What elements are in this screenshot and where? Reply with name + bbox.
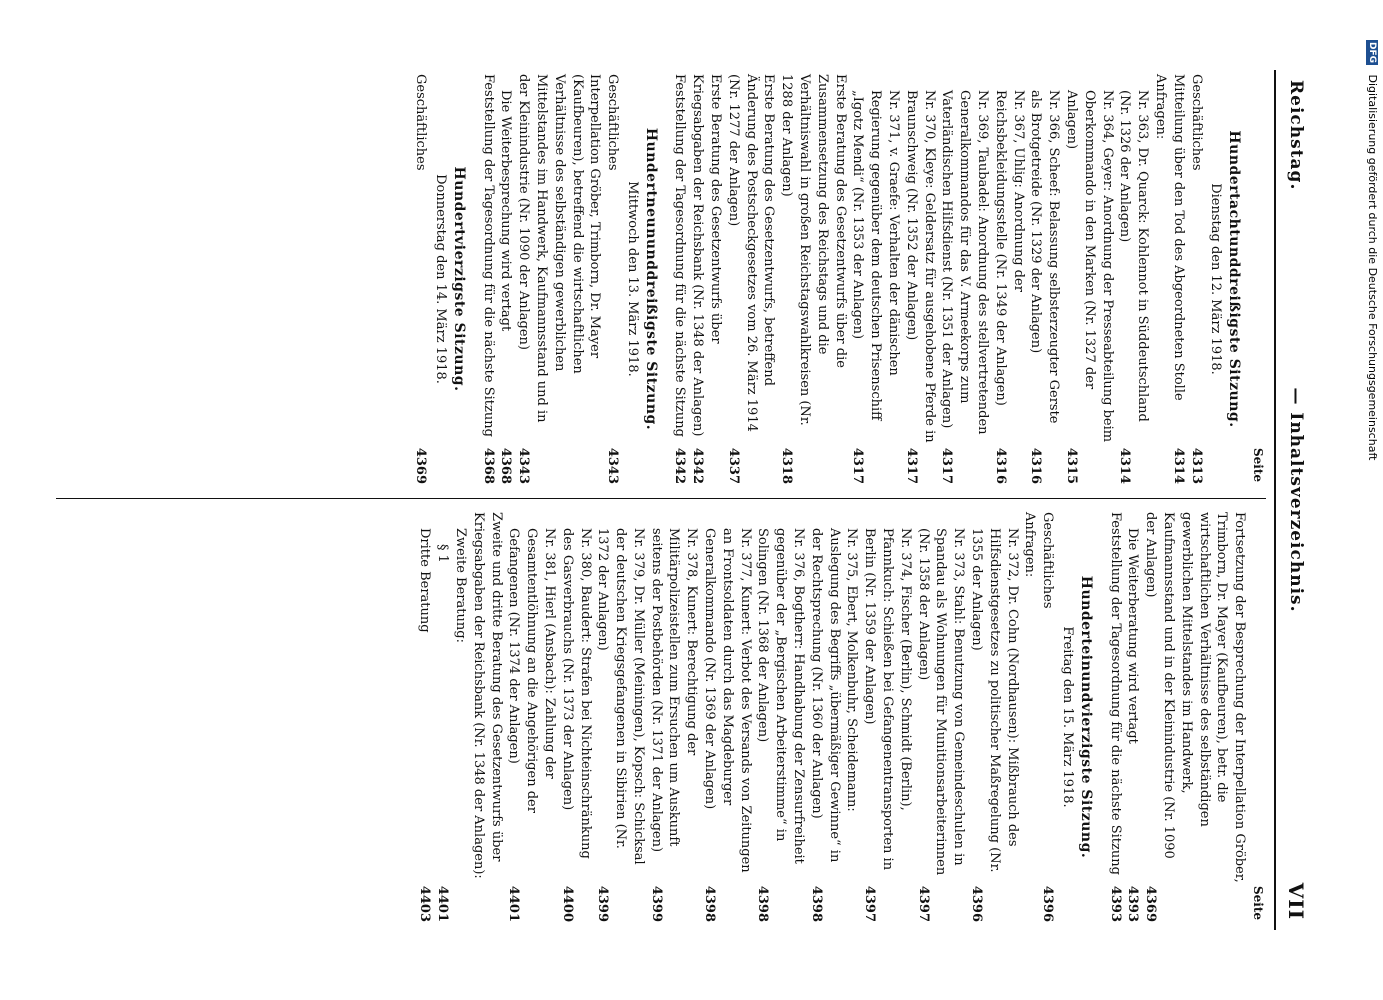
toc-entry-page: 4314: [1170, 447, 1186, 484]
toc-entry-page: 4397: [915, 885, 931, 922]
toc-entry-page: 4318: [779, 447, 795, 484]
toc-entry-text: Geschäftliches: [413, 74, 429, 171]
toc-entry: [594, 512, 647, 922]
toc-entry-text: Geschäftliches: [1040, 512, 1056, 609]
toc-entry: [1187, 74, 1205, 484]
toc-entry-page: 4368: [498, 447, 514, 484]
toc-entry-page: 4368: [480, 447, 496, 484]
session-heading: Hundertneununddreißigste Sitzung.: [642, 127, 659, 431]
toc-entry: [807, 512, 860, 922]
toc-entry-text: Feststellung der Tagesordnung für die nächste Sitzung: [480, 74, 496, 437]
seite-label: Seite: [1251, 447, 1265, 482]
header-left: Reichstag.: [1286, 80, 1306, 191]
page-header: [1274, 70, 1310, 930]
toc-entry: [411, 74, 429, 484]
toc-entry: [416, 512, 434, 922]
toc-entry: [1151, 74, 1169, 484]
toc-entry-page: 4399: [648, 885, 664, 922]
left-column: [56, 74, 1266, 484]
toc-entry-text: Nr. 367, Uhlig: Anordnung der Reichsbekleidungsstelle (Nr. 1349 der Anlagen): [992, 90, 1026, 406]
toc-entry-text: Zweite und dritte Beratung des Gesetzentwurfs über Kriegsabgaben der Reichsbank (Nr. 1348 der Anlagen):: [470, 512, 504, 879]
toc-entry: [433, 512, 451, 922]
toc-entry: [497, 74, 515, 484]
toc-entry: [860, 512, 913, 922]
toc-entry-text: Nr. 372, Dr. Cohn (Nordhausen): Mißbrauch des Hilfsdienstgesetzes zu politischer Maßregelung (Nr. 1355 der Anlagen): [969, 528, 1020, 873]
toc-entry-text: Nr. 374, Fischer (Berlin), Schmidt (Berlin), Pfannkuch: Schießen bei Gefangenentransporten in Berlin (Nr. 1359 der Anlagen): [862, 528, 913, 871]
toc-entry-text: Zweite Beratung:: [452, 528, 468, 643]
seite-label: Seite: [1251, 885, 1265, 920]
toc-entry-text: Erste Beratung des Gesetzentwurfs über die Zusammensetzung des Reichstags und die Verhältniswahl in großen Reichstagswahlkreisen (Nr. 1288 der Anlagen): [779, 74, 848, 426]
toc-entry-text: Nr. 370, Kleye: Geldersatz für ausgehobene Pferde in Braunschweig (Nr. 1352 der Anlagen): [903, 90, 937, 443]
toc-entry-page: 4317: [903, 447, 919, 484]
session-date: Freitag den 15. März 1918.: [1060, 626, 1076, 808]
toc-entry: [938, 74, 991, 484]
toc-entry-page: 4316: [1028, 447, 1044, 484]
toc-entry-page: 4315: [1064, 447, 1080, 484]
toc-entry-text: Nr. 366, Scheef: Belassung selbsterzeugter Gerste als Brotgetreide (Nr. 1329 der Anlagen): [1028, 90, 1062, 424]
toc-entry-page: 4401: [506, 885, 522, 922]
toc-entry-page: 4398: [808, 885, 824, 922]
toc-entry-text: Anfragen:: [1022, 512, 1038, 578]
toc-entry-text: Fortsetzung der Besprechung der Interpellation Gröber, Trimborn, Dr. Mayer (Kaufbeuren), betr. die wirtschaftlichen Verhältnisse des selbständigen gewerblichen Mittelstandes im Handwerk, Kaufmannsstand und in der Kleinindustrie (Nr. 1090 der Anlagen): [1143, 512, 1248, 883]
toc-entry-text: Nr. 376, Bogtherr: Handhabung der Zensurfreiheit gegenüber der „Bergischen Arbeiterstimme“ in Solingen (Nr. 1368 der Anlagen): [755, 528, 807, 864]
toc-entry: [514, 74, 603, 484]
digitization-text: Digitalisierung gefördert durch die Deutsche Forschungsgemeinschaft: [1366, 74, 1379, 461]
toc-entry-page: 4369: [413, 447, 429, 484]
toc-entry-text: Geschäftliches: [1188, 74, 1204, 171]
toc-entry: [647, 512, 700, 922]
toc-entry-text: Nr. 378, Kunert: Berechtigung der Militärpolizeistellen zum Ersuchen um Auskunft seitens der Postbehörden (Nr. 1371 der Anlagen): [648, 528, 700, 853]
toc-entry: [603, 74, 621, 484]
page-number-roman: VII: [1284, 882, 1308, 920]
toc-entry-text: Nr. 364, Geyer: Anordnung der Presseabteilung beim Oberkommando in den Marken (Nr. 1327 der Anlagen): [1064, 90, 1115, 443]
toc-entry-page: 4316: [992, 447, 1008, 484]
toc-entry: [914, 512, 967, 922]
toc-entry-page: 4369: [1143, 885, 1159, 922]
toc-entry-page: 4337: [725, 447, 741, 484]
session-date: Donnerstag den 14. März 1918.: [432, 174, 448, 384]
toc-entry: [689, 74, 725, 484]
toc-entry-text: Nr. 363, Dr. Quarck: Kohlennot in Süddeutschland (Nr. 1326 der Anlagen): [1117, 90, 1151, 422]
toc-entry-page: 4401: [435, 885, 451, 922]
toc-entry: [1038, 512, 1056, 922]
toc-entry-text: Die Weiterbesprechung wird vertagt: [498, 90, 514, 332]
toc-entry-text: Nr. 377, Kunert: Verbot des Versands von Zeitungen an Frontsoldaten durch das Magdeburger Generalkommando (Nr. 1369 der Anlagen): [702, 528, 753, 873]
session-heading: Hundertachtunddreißigste Sitzung.: [1226, 130, 1243, 428]
toc-entry-page: 4317: [850, 447, 866, 484]
toc-entry-page: 4343: [605, 447, 621, 484]
toc-entry: [849, 74, 902, 484]
toc-entry-page: 4393: [1107, 885, 1123, 922]
toc-entry: [700, 512, 753, 922]
column-divider: [56, 498, 1266, 499]
dfg-logo: DFG: [1367, 42, 1377, 64]
toc-entry-page: 4397: [862, 885, 878, 922]
toc-entry-text: § 1: [435, 544, 451, 563]
toc-entry-text: Nr. 369, Taubadel: Anordnung des stellvertretenden Generalkommandos für das V. Armeekorps zum Vaterländischen Hilfsdienst (Nr. 1351 der Anlagen): [939, 90, 991, 435]
toc-entry-text: Nr. 380, Baudert: Strafen bei Nichteinschränkung des Gasverbrauchs (Nr. 1373 der Anlagen): [559, 528, 593, 859]
toc-entry: [902, 74, 938, 484]
toc-entry-text: Nr. 381, Hierl (Ansbach): Zahlung der Gesamtentlöhnung an die Angehörigen der Gefangenen (Nr. 1374 der Anlagen): [506, 528, 557, 813]
toc-entry-text: Feststellung der Tagesordnung für die nächste Sitzung: [1107, 512, 1123, 875]
toc-entry-page: 4393: [1125, 885, 1141, 922]
toc-entry-text: Mitteilung über den Tod des Abgeordneten Stolle: [1170, 74, 1186, 401]
toc-entry: [967, 512, 1020, 922]
toc-entry-page: 4342: [672, 447, 688, 484]
toc-entry: [558, 512, 594, 922]
toc-entry-text: Erste Beratung des Gesetzentwurfs, betreffend Änderung des Postscheckgesetzes vom 26. März 1914 (Nr. 1277 der Anlagen): [725, 74, 777, 432]
toc-entry-text: Geschäftliches: [605, 74, 621, 171]
toc-entry: [1106, 512, 1124, 922]
toc-entry: [724, 74, 777, 484]
toc-entry-text: Interpellation Gröber, Trimborn, Dr. Mayer (Kaufbeuren), betreffend die wirtschaftlichen Verhältnisse des selbständigen gewerblichen Mittelstandes im Handwerk, Kaufmannsstand und in der Kleinindustrie (Nr. 1090 der Anlagen): [516, 74, 603, 423]
toc-entry-page: 4398: [702, 885, 718, 922]
toc-entry-text: Nr. 379, Dr. Müller (Meiningen), Kopsch: Schicksal der deutschen Kriegsgefangenen in Sibirien (Nr. 1372 der Anlagen): [595, 528, 646, 865]
toc-entry-page: 4400: [559, 885, 575, 922]
toc-entry-text: Dritte Beratung: [417, 528, 433, 633]
toc-entry-text: Anfragen:: [1153, 74, 1169, 140]
toc-entry: [754, 512, 807, 922]
rotated-document-page: [50, 70, 1310, 930]
toc-entry-page: 4342: [690, 447, 706, 484]
toc-entry-page: 4396: [969, 885, 985, 922]
toc-entry: [469, 512, 505, 922]
toc-entry: [479, 74, 497, 484]
toc-entry: [451, 512, 469, 922]
toc-entry-text: Feststellung der Tagesordnung für die nächste Sitzung: [672, 74, 688, 437]
digitization-note: [1366, 40, 1379, 460]
toc-entry-page: 4398: [755, 885, 771, 922]
toc-entry: [1021, 512, 1039, 922]
toc-entry: [1116, 74, 1152, 484]
session-date: Mittwoch den 13. März 1918.: [624, 181, 640, 377]
toc-entry-page: 4314: [1117, 447, 1133, 484]
toc-entry: [991, 74, 1027, 484]
toc-entry-text: Die Weiterberatung wird vertagt: [1125, 528, 1141, 744]
toc-entry-page: 4313: [1188, 447, 1204, 484]
toc-entry-page: 4317: [939, 447, 955, 484]
toc-entry: [1062, 74, 1115, 484]
toc-entry-text: Nr. 373, Stahl: Benutzung von Gemeindeschulen in Spandau als Wohnungen für Munitionsarbeiterinnen (Nr. 1358 der Anlagen): [915, 528, 967, 876]
toc-entry: [777, 74, 848, 484]
toc-entry: [671, 74, 689, 484]
right-column: [56, 512, 1266, 922]
toc-entry-page: 4403: [417, 885, 433, 922]
toc-entry-text: Nr. 371, v. Graefe: Verhalten der dänischen Regierung gegenüber dem deutschen Prisenschiff „Igotz Mendi“ (Nr. 1353 der Anlagen): [850, 90, 902, 421]
toc-entry: [1141, 512, 1248, 922]
toc-entry-page: 4399: [595, 885, 611, 922]
session-heading: Hunderteinundvierzigste Sitzung.: [1077, 575, 1094, 859]
toc-entry-text: Erste Beratung des Gesetzentwurfs über Kriegsabgaben der Reichsbank (Nr. 1348 der Anlagen): [690, 74, 724, 437]
toc-entry: [1124, 512, 1142, 922]
toc-entry-page: 4343: [516, 447, 532, 484]
toc-entry-page: 4396: [1040, 885, 1056, 922]
header-title: — Inhaltsverzeichnis.: [1286, 387, 1306, 613]
session-date: Dienstag den 12. März 1918.: [1208, 183, 1224, 375]
toc-entry: [1169, 74, 1187, 484]
toc-entry-text: Nr. 375, Ebert, Molkenbuhr, Scheidemann: Auslegung des Begriffs „übermäßiger Gewinne“ in der Rechtsprechung (Nr. 1360 der Anlagen): [808, 528, 860, 863]
session-heading: Hundertvierzigste Sitzung.: [450, 166, 467, 392]
toc-entry: [1027, 74, 1063, 484]
toc-entry: [505, 512, 558, 922]
